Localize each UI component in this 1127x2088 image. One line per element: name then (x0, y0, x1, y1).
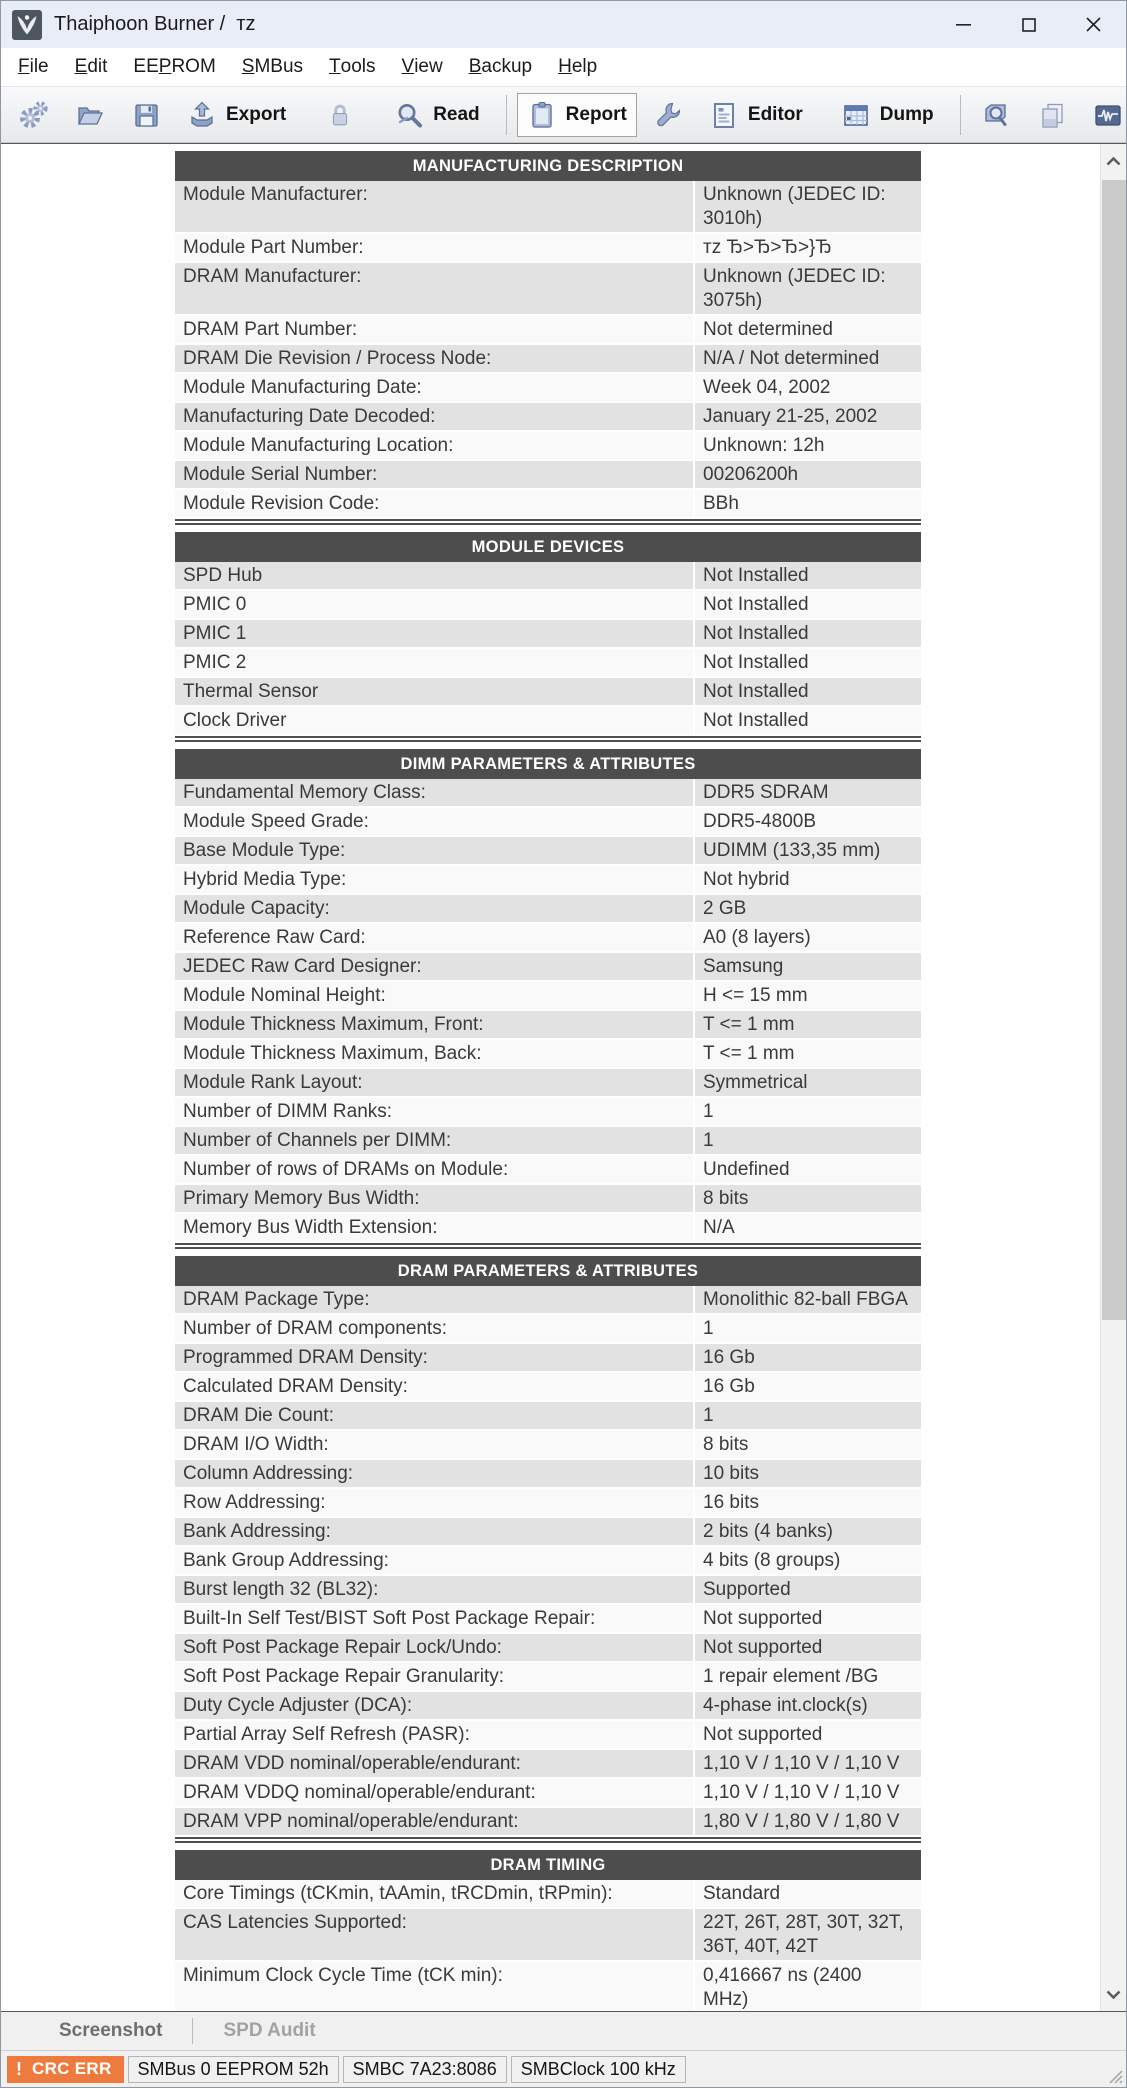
row-label: Number of DIMM Ranks: (175, 1098, 695, 1125)
copy-icon (1037, 100, 1067, 130)
row-label: Column Addressing: (175, 1460, 695, 1487)
row-label: Fundamental Memory Class: (175, 779, 695, 806)
row-label: Reference Raw Card: (175, 924, 695, 951)
row-value: 10 bits (703, 1463, 759, 1484)
row-value: 16 Gb (703, 1347, 755, 1368)
copy-button[interactable] (1027, 93, 1077, 137)
table-row (175, 1431, 921, 1460)
open-file-button[interactable] (65, 93, 115, 137)
row-label: Clock Driver (175, 707, 695, 734)
statusbar (1, 2050, 1126, 2087)
row-label: Soft Post Package Repair Granularity: (175, 1663, 695, 1690)
table-row (175, 490, 921, 519)
menu-backup[interactable] (456, 48, 545, 86)
table-row (175, 1750, 921, 1779)
export-icon (187, 100, 217, 130)
dump-icon (841, 100, 871, 130)
table-row (175, 1808, 921, 1837)
table-row (175, 374, 921, 403)
table-row (175, 1634, 921, 1663)
menu-label: iew (414, 56, 443, 77)
table-row (175, 234, 921, 263)
table-row (175, 895, 921, 924)
read-icon (394, 100, 424, 130)
row-label: CAS Latencies Supported: (175, 1909, 695, 1960)
section-header: MANUFACTURING DESCRIPTION (175, 151, 921, 181)
menu-label: H (558, 56, 572, 77)
row-value: DDR5 SDRAM (703, 782, 829, 803)
report-section (175, 1256, 921, 1843)
lock-button[interactable] (316, 94, 364, 136)
tools-button[interactable] (643, 93, 693, 137)
menu-label: F (18, 56, 30, 77)
report-section (175, 532, 921, 742)
chip-search-button[interactable] (971, 93, 1021, 137)
row-value: Week 04, 2002 (703, 377, 831, 398)
row-value: 16 Gb (703, 1376, 755, 1397)
table-row (175, 1069, 921, 1098)
row-label: PMIC 2 (175, 649, 695, 676)
report-panel (1, 143, 1126, 2012)
row-label: PMIC 0 (175, 591, 695, 618)
row-label: Module Revision Code: (175, 490, 695, 517)
row-value: Standard (703, 1883, 781, 1904)
wrench-icon (653, 100, 683, 130)
save-button[interactable] (121, 93, 171, 137)
report-section (175, 749, 921, 1249)
menu-label: E (74, 56, 88, 77)
report-section (175, 1850, 921, 2012)
section-header: DRAM TIMING (175, 1850, 921, 1880)
row-value: Supported (703, 1579, 791, 1600)
table-row (175, 1880, 921, 1909)
menu-label: S (241, 56, 255, 77)
row-label: Soft Post Package Repair Lock/Undo: (175, 1634, 695, 1661)
row-label: Number of DRAM components: (175, 1315, 695, 1342)
row-label: Burst length 32 (BL32): (175, 1576, 695, 1603)
table-row (175, 982, 921, 1011)
export-button[interactable] (177, 93, 296, 137)
table-row (175, 1011, 921, 1040)
table-row (175, 649, 921, 678)
table-row (175, 345, 921, 374)
minimize-icon (956, 24, 971, 26)
row-label: DRAM Manufacturer: (175, 263, 695, 314)
table-row (175, 620, 921, 649)
menu-smbus[interactable] (229, 48, 316, 86)
row-label: Module Thickness Maximum, Back: (175, 1040, 695, 1067)
row-label: DRAM I/O Width: (175, 1431, 695, 1458)
row-label: Module Capacity: (175, 895, 695, 922)
table-row (175, 591, 921, 620)
row-value: 8 bits (703, 1188, 749, 1209)
row-value: T <= 1 mm (703, 1043, 795, 1064)
row-label: DRAM Die Revision / Process Node: (175, 345, 695, 372)
minimize-button[interactable] (931, 1, 996, 48)
row-label: Duty Cycle Adjuster (DCA): (175, 1692, 695, 1719)
table-row (175, 779, 921, 808)
table-row (175, 1779, 921, 1808)
row-label: Memory Bus Width Extension: (175, 1214, 695, 1241)
window-title: Thaiphoon Burner / тz (54, 13, 256, 35)
menu-label: P (158, 56, 172, 77)
menu-tools[interactable] (316, 48, 388, 86)
table-row (175, 1605, 921, 1634)
menu-label: EE (133, 56, 159, 77)
row-label: Partial Array Self Refresh (PASR): (175, 1721, 695, 1748)
row-label: Hybrid Media Type: (175, 866, 695, 893)
warning-icon: ! (16, 2058, 22, 2079)
row-value: Not hybrid (703, 869, 790, 890)
row-value: 0,416667 ns (2400 MHz) (703, 1965, 862, 2010)
row-value: Not Installed (703, 681, 809, 702)
row-label: Manufacturing Date Decoded: (175, 403, 695, 430)
row-value: тz Ђ>Ђ>Ђ>}Ђ (703, 237, 832, 258)
section-header: DRAM PARAMETERS & ATTRIBUTES (175, 1256, 921, 1286)
row-value: 2 GB (703, 898, 747, 919)
app-icon (12, 10, 42, 40)
row-label: Core Timings (tCKmin, tAAmin, tRCDmin, tRPmin): (175, 1880, 695, 1907)
table-row (175, 461, 921, 490)
table-row (175, 403, 921, 432)
maximize-icon (1022, 18, 1036, 32)
scrollbar-thumb[interactable] (1102, 180, 1126, 1320)
row-value: 00206200h (703, 464, 799, 485)
row-value: Not Installed (703, 623, 809, 644)
bottom-tabs (1, 2012, 1126, 2050)
toolbar-separator (960, 95, 961, 135)
row-label: Bank Group Addressing: (175, 1547, 695, 1574)
open-folder-icon (75, 100, 105, 130)
resize-grip-icon[interactable] (1107, 2068, 1123, 2084)
row-value: 1,10 V / 1,10 V / 1,10 V (703, 1782, 900, 1803)
table-row (175, 562, 921, 591)
menu-label: ROM (171, 56, 216, 77)
dump-button[interactable] (831, 93, 944, 137)
row-value: Not supported (703, 1724, 823, 1745)
table-row (175, 1344, 921, 1373)
table-row (175, 1286, 921, 1315)
table-row (175, 1402, 921, 1431)
row-value: DDR5-4800B (703, 811, 816, 832)
row-value: 1 (703, 1318, 714, 1339)
row-value: 4 bits (8 groups) (703, 1550, 841, 1571)
table-row (175, 1489, 921, 1518)
row-label: Module Part Number: (175, 234, 695, 261)
status-smbc: SMBC 7A23:8086 (343, 2056, 507, 2083)
chevron-down-icon (1106, 1990, 1121, 1999)
editor-label: Editor (747, 103, 803, 125)
table-row (175, 1576, 921, 1605)
menu-label: dit (87, 56, 108, 77)
row-label: Module Serial Number: (175, 461, 695, 488)
row-value: Not supported (703, 1637, 823, 1658)
close-icon (1086, 17, 1101, 32)
waveform-button[interactable] (1083, 93, 1127, 137)
row-value: 1 repair element /BG (703, 1666, 879, 1687)
report-button[interactable] (517, 93, 637, 137)
row-label: Number of rows of DRAMs on Module: (175, 1156, 695, 1183)
row-value: 1 (703, 1405, 714, 1426)
row-label: Thermal Sensor (175, 678, 695, 705)
row-label: Primary Memory Bus Width: (175, 1185, 695, 1212)
report-label: Report (565, 103, 627, 125)
table-row (175, 1373, 921, 1402)
row-label: SPD Hub (175, 562, 695, 589)
tab-spd-audit[interactable]: SPD Audit (223, 2020, 316, 2041)
save-icon (131, 100, 161, 130)
row-value: N/A / Not determined (703, 348, 880, 369)
row-label: Module Thickness Maximum, Front: (175, 1011, 695, 1038)
row-value: N/A (703, 1217, 735, 1238)
row-label: DRAM Die Count: (175, 1402, 695, 1429)
export-label: Export (226, 103, 287, 125)
table-row (175, 1721, 921, 1750)
row-label: Programmed DRAM Density: (175, 1344, 695, 1371)
row-label: DRAM VPP nominal/operable/endurant: (175, 1808, 695, 1835)
row-label: Module Nominal Height: (175, 982, 695, 1009)
toolbar (1, 87, 1126, 143)
table-row (175, 1214, 921, 1243)
menu-label: MBus (254, 56, 304, 77)
gears-icon (19, 100, 49, 130)
table-row (175, 808, 921, 837)
table-row (175, 432, 921, 461)
status-smbclock: SMBClock 100 kHz (511, 2056, 686, 2083)
row-label: PMIC 1 (175, 620, 695, 647)
report-icon (527, 100, 557, 130)
crc-error-label: CRC ERR (32, 2059, 112, 2078)
row-value: Unknown: 12h (703, 435, 825, 456)
table-row (175, 1315, 921, 1344)
table-row (175, 866, 921, 895)
row-value: 1 (703, 1101, 714, 1122)
menu-view[interactable] (389, 48, 456, 86)
row-label: Module Manufacturer: (175, 181, 695, 232)
menu-label: ile (29, 56, 49, 77)
row-label: Module Manufacturing Location: (175, 432, 695, 459)
row-value: Not Installed (703, 652, 809, 673)
row-label: Row Addressing: (175, 1489, 695, 1516)
scrollbar[interactable] (1100, 144, 1126, 2011)
menu-label: ools (340, 56, 376, 77)
scroll-down-button[interactable] (1101, 1977, 1126, 2011)
row-label: Number of Channels per DIMM: (175, 1127, 695, 1154)
toolbar-separator (506, 95, 507, 135)
report-section (175, 151, 921, 525)
table-row (175, 1156, 921, 1185)
row-label: Module Manufacturing Date: (175, 374, 695, 401)
row-value: 2 bits (4 banks) (703, 1521, 833, 1542)
row-label: JEDEC Raw Card Designer: (175, 953, 695, 980)
row-label: DRAM Package Type: (175, 1286, 695, 1313)
crc-error-badge (7, 2056, 124, 2083)
menu-help[interactable] (545, 48, 610, 86)
row-value: 8 bits (703, 1434, 749, 1455)
menu-label: T (329, 56, 341, 77)
table-row (175, 1909, 921, 1962)
dump-label: Dump (879, 103, 934, 125)
maximize-button[interactable] (996, 1, 1061, 48)
tab-screenshot[interactable]: Screenshot (59, 2020, 163, 2041)
table-row (175, 1692, 921, 1721)
row-value: Not Installed (703, 565, 809, 586)
row-value: BBh (703, 493, 739, 514)
editor-button[interactable] (699, 93, 813, 137)
close-button[interactable] (1061, 1, 1126, 48)
lock-icon (326, 101, 354, 129)
table-row (175, 837, 921, 866)
table-row (175, 1460, 921, 1489)
row-value: 16 bits (703, 1492, 759, 1513)
table-row (175, 1098, 921, 1127)
row-value: Undefined (703, 1159, 790, 1180)
menu-label: elp (571, 56, 598, 77)
row-label: Minimum Clock Cycle Time (tCK min): (175, 1962, 695, 2012)
row-label: Module Speed Grade: (175, 808, 695, 835)
row-value: 1,10 V / 1,10 V / 1,10 V (703, 1753, 900, 1774)
row-value: A0 (8 layers) (703, 927, 811, 948)
table-row (175, 924, 921, 953)
row-value: January 21-25, 2002 (703, 406, 878, 427)
row-value: Unknown (JEDEC ID: 3075h) (703, 266, 886, 311)
row-label: Module Rank Layout: (175, 1069, 695, 1096)
read-button[interactable] (384, 93, 489, 137)
row-value: Monolithic 82-ball FBGA (703, 1289, 908, 1310)
settings-button[interactable] (9, 93, 59, 137)
table-row (175, 1185, 921, 1214)
row-value: UDIMM (133,35 mm) (703, 840, 881, 861)
table-row (175, 1663, 921, 1692)
row-value: Symmetrical (703, 1072, 808, 1093)
scroll-up-button[interactable] (1101, 144, 1126, 178)
chevron-up-icon (1106, 157, 1121, 166)
table-row (175, 1040, 921, 1069)
table-row (175, 953, 921, 982)
table-row (175, 1127, 921, 1156)
row-value: Not supported (703, 1608, 823, 1629)
read-label: Read (433, 103, 480, 125)
row-label: Bank Addressing: (175, 1518, 695, 1545)
row-value: H <= 15 mm (703, 985, 808, 1006)
menu-label: ackup (481, 56, 533, 77)
row-value: Unknown (JEDEC ID: 3010h) (703, 184, 886, 229)
table-row (175, 316, 921, 345)
row-value: Not Installed (703, 710, 809, 731)
row-value: 4-phase int.clock(s) (703, 1695, 868, 1716)
section-header: DIMM PARAMETERS & ATTRIBUTES (175, 749, 921, 779)
table-row (175, 263, 921, 316)
row-label: Calculated DRAM Density: (175, 1373, 695, 1400)
row-value: Not determined (703, 319, 833, 340)
menu-file[interactable] (5, 48, 62, 86)
table-row (175, 181, 921, 234)
waveform-icon (1093, 100, 1123, 130)
row-value: 1 (703, 1130, 714, 1151)
table-row (175, 1962, 921, 2012)
chip-search-icon (981, 100, 1011, 130)
section-header: MODULE DEVICES (175, 532, 921, 562)
table-row (175, 1547, 921, 1576)
table-row (175, 707, 921, 736)
status-smbus: SMBus 0 EEPROM 52h (128, 2056, 339, 2083)
editor-icon (709, 100, 739, 130)
row-label: DRAM Part Number: (175, 316, 695, 343)
menu-label: B (468, 56, 482, 77)
row-value: Not Installed (703, 594, 809, 615)
table-row (175, 678, 921, 707)
row-value: Samsung (703, 956, 784, 977)
menu-label: V (401, 56, 415, 77)
row-label: DRAM VDD nominal/operable/endurant: (175, 1750, 695, 1777)
menu-edit[interactable] (62, 48, 121, 86)
report-table (175, 151, 921, 2012)
row-label: Base Module Type: (175, 837, 695, 864)
row-value: 22T, 26T, 28T, 30T, 32T, 36T, 40T, 42T (703, 1912, 904, 1957)
row-label: Built-In Self Test/BIST Soft Post Package Repair: (175, 1605, 695, 1632)
table-row (175, 1518, 921, 1547)
menu-eeprom[interactable] (120, 48, 228, 86)
menubar (1, 48, 1126, 87)
row-value: 1,80 V / 1,80 V / 1,80 V (703, 1811, 900, 1832)
row-value: T <= 1 mm (703, 1014, 795, 1035)
titlebar (1, 1, 1126, 48)
row-label: DRAM VDDQ nominal/operable/endurant: (175, 1779, 695, 1806)
